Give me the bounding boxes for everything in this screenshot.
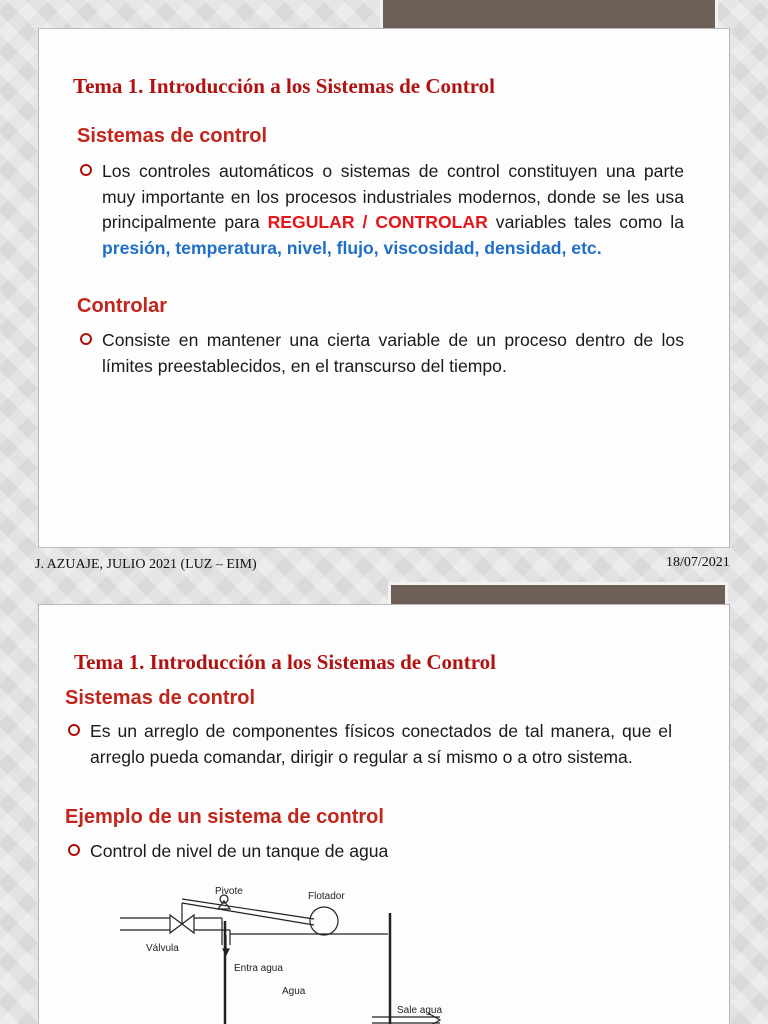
bullet-example	[68, 839, 672, 865]
emphasis-regular-controlar: REGULAR / CONTROLAR	[267, 212, 488, 232]
bullet-text: Consiste en mantener una cierta variable de un proceso dentro de los límites preestablecidos, en el transcurso del tiempo.	[102, 330, 684, 376]
label-flotador: Flotador	[308, 891, 345, 902]
slide-title: Tema 1. Introducción a los Sistemas de Control	[73, 74, 495, 98]
label-pivote: Pivote	[215, 886, 243, 897]
bullet-text	[102, 159, 684, 261]
emphasis-variables: presión, temperatura, nivel, flujo, viscosidad, densidad, etc.	[102, 237, 602, 258]
bullet-ring-icon	[80, 333, 92, 345]
bullet-text-part: variables tales como la	[487, 212, 684, 232]
lever-arm	[182, 903, 314, 925]
bullet-text: Control de nivel de un tanque de agua	[90, 841, 389, 861]
footer-date: 18/07/2021	[666, 555, 730, 570]
section-heading-controlar: Controlar	[77, 295, 167, 317]
bullet-definition	[68, 719, 672, 770]
tank-level-diagram	[110, 885, 450, 1024]
footer-author: J. AZUAJE, JULIO 2021 (LUZ – EIM)	[35, 557, 257, 572]
float-icon	[310, 907, 338, 935]
slide-content-card	[38, 28, 730, 548]
bullet-text-part: Los controles automáticos o sistemas de control constituyen una parte muy importante en los procesos industriales modernos, donde se les usa principalmente para	[102, 161, 684, 232]
label-agua: Agua	[282, 986, 306, 997]
bullet-ring-icon	[80, 164, 92, 176]
bullet-ring-icon	[68, 724, 80, 736]
bullet-definition	[80, 159, 684, 261]
section-heading-sistemas: Sistemas de control	[77, 125, 268, 147]
bullet-ring-icon	[68, 844, 80, 856]
label-valvula: Válvula	[146, 943, 179, 954]
bullet-text: Es un arreglo de componentes físicos conectados de tal manera, que el arreglo pueda comandar, dirigir o regular a sí mismo o a otro sistema.	[90, 721, 672, 767]
slide-title: Tema 1. Introducción a los Sistemas de Control	[74, 650, 496, 674]
bullet-controlar	[80, 328, 684, 379]
label-entra-agua: Entra agua	[234, 963, 283, 974]
section-heading-ejemplo: Ejemplo de un sistema de control	[65, 806, 384, 828]
label-sale-agua: Sale agua	[397, 1005, 443, 1016]
lever-arm	[182, 899, 314, 919]
slide-2	[0, 580, 768, 1024]
section-heading-sistemas: Sistemas de control	[65, 687, 256, 709]
